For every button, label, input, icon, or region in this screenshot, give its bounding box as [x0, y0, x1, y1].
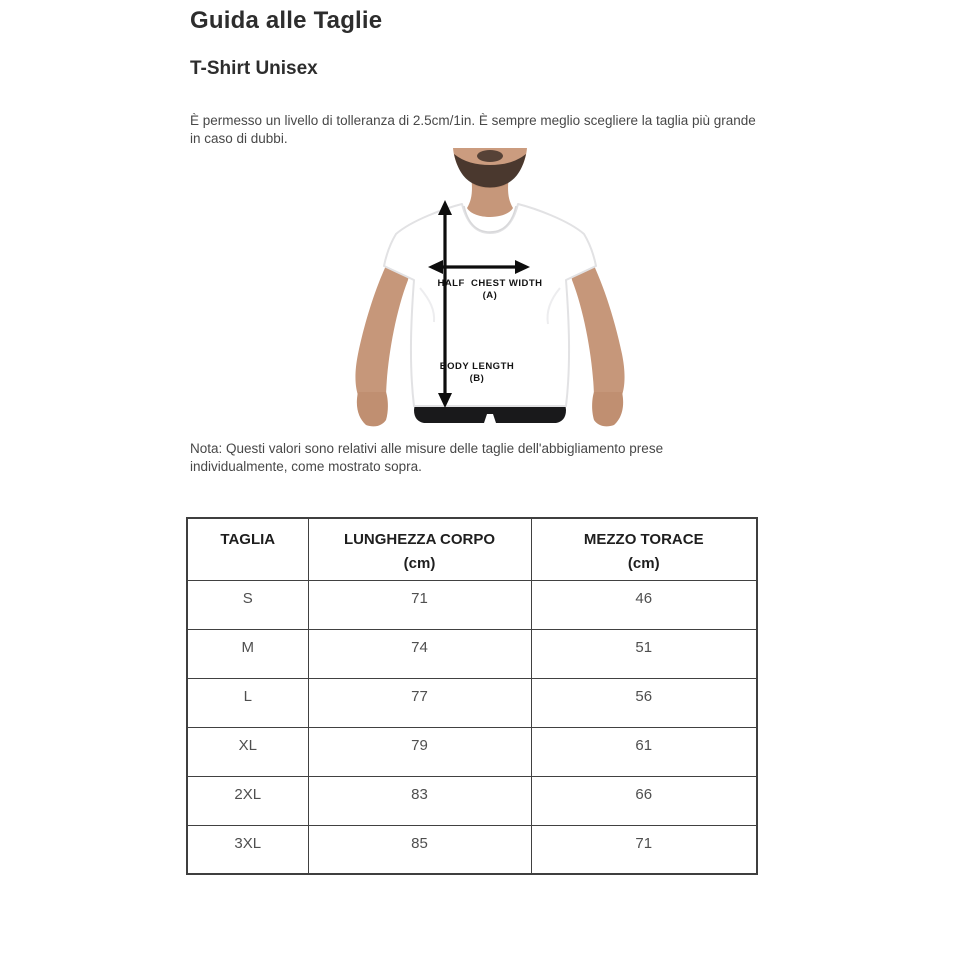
body-length-cell: 83 — [308, 776, 531, 825]
col-header-torace-label: MEZZO TORACE — [583, 531, 704, 548]
half-chest-cell: 51 — [531, 629, 757, 678]
size-row-m — [187, 629, 757, 678]
mustache — [477, 150, 503, 162]
body-length-cell: 85 — [308, 825, 531, 874]
right-hand — [592, 392, 623, 426]
body-length-cell: 74 — [308, 629, 531, 678]
size-table-header-row — [187, 518, 757, 580]
body-length-label: BODY LENGTH — [439, 361, 515, 372]
col-header-lunghezza-label: LUNGHEZZA CORPO — [343, 531, 496, 548]
size-row-3xl — [187, 825, 757, 874]
body-length-key: (B) — [469, 373, 485, 384]
col-header-taglia — [187, 518, 308, 580]
tshirt — [384, 204, 596, 406]
size-row-xl — [187, 727, 757, 776]
size-row-l — [187, 678, 757, 727]
size-row-s — [187, 580, 757, 629]
body-length-cell: 77 — [308, 678, 531, 727]
half-chest-label: HALF CHEST WIDTH — [437, 278, 543, 289]
half-chest-cell: 46 — [531, 580, 757, 629]
left-hand — [357, 392, 388, 426]
size-cell: M — [187, 629, 308, 678]
size-cell: XL — [187, 727, 308, 776]
measurement-figure — [190, 148, 762, 428]
measurement-note: Nota: Questi valori sono relativi alle misure delle taglie dell'abbigliamento prese individualmente, come mostrato sopra. — [190, 441, 664, 474]
half-chest-cell: 61 — [531, 727, 757, 776]
size-cell: 2XL — [187, 776, 308, 825]
col-header-lunghezza-unit: (cm) — [403, 555, 436, 572]
size-row-2xl — [187, 776, 757, 825]
col-header-mezzo-torace — [531, 518, 757, 580]
col-header-taglia-label: TAGLIA — [220, 531, 276, 548]
tshirt-model-photo — [350, 148, 640, 428]
page-title: Guida alle Taglie — [190, 7, 383, 34]
tolerance-text: È permesso un livello di tolleranza di 2.5cm/1in. È sempre meglio scegliere la taglia più grande in caso di dubbi. — [190, 113, 756, 146]
col-header-lunghezza-corpo — [308, 518, 531, 580]
half-chest-key: (A) — [482, 290, 498, 301]
product-subtitle: T-Shirt Unisex — [190, 58, 318, 79]
size-guide-content — [190, 0, 762, 875]
half-chest-cell: 56 — [531, 678, 757, 727]
size-cell: L — [187, 678, 308, 727]
size-cell: S — [187, 580, 308, 629]
col-header-torace-unit: (cm) — [627, 555, 660, 572]
size-table — [186, 517, 758, 875]
half-chest-cell: 66 — [531, 776, 757, 825]
size-cell: 3XL — [187, 825, 308, 874]
half-chest-cell: 71 — [531, 825, 757, 874]
body-length-cell: 71 — [308, 580, 531, 629]
body-length-cell: 79 — [308, 727, 531, 776]
